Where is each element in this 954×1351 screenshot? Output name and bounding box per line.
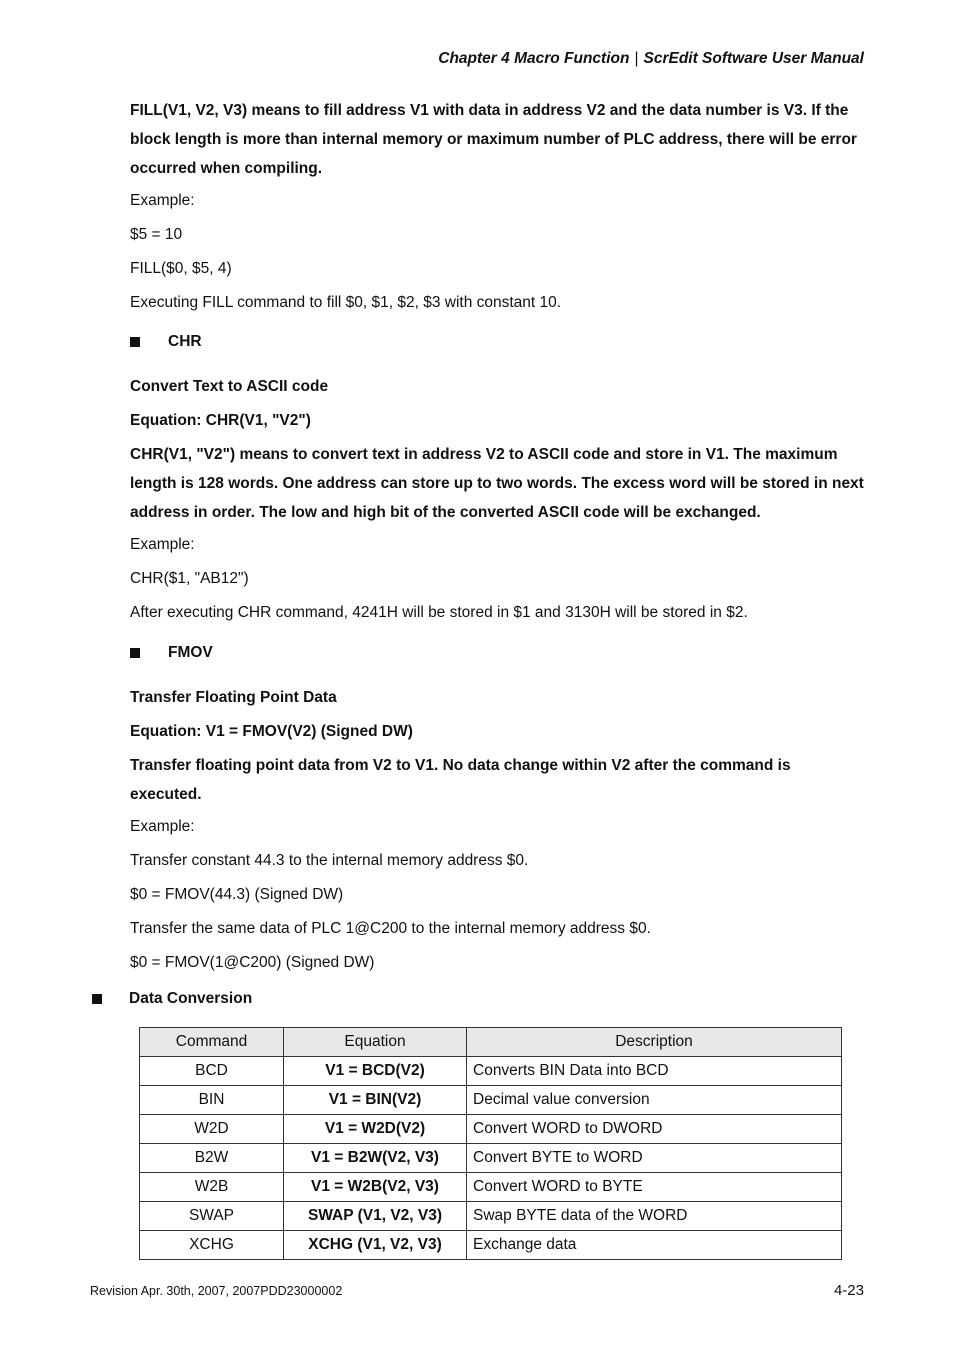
command-cell: XCHG — [140, 1231, 284, 1260]
command-cell: BCD — [140, 1057, 284, 1086]
description-cell: Exchange data — [467, 1231, 842, 1260]
chr-description: CHR(V1, "V2") means to convert text in address V2 to ASCII code and store in V1. The maximum length is 128 words. One address can store up to two words. The excess word will be stored in next address in order. The low and high bit of the converted ASCII code will be exchanged. — [130, 446, 864, 521]
chapter-title: Chapter 4 Macro Function — [438, 50, 630, 67]
fmov-equation: Equation: V1 = FMOV(V2) (Signed DW) — [130, 723, 413, 740]
fill-line: Executing FILL command to fill $0, $1, $2, $3 with constant 10. — [130, 294, 562, 311]
table-row — [140, 1144, 842, 1173]
fmov-line: $0 = FMOV(1@C200) (Signed DW) — [130, 954, 375, 971]
description-cell: Swap BYTE data of the WORD — [467, 1202, 842, 1231]
description-cell: Convert WORD to BYTE — [467, 1173, 842, 1202]
table-row — [140, 1202, 842, 1231]
fmov-description: Transfer floating point data from V2 to V1. No data change within V2 after the command is executed. — [130, 757, 791, 803]
chr-heading — [130, 332, 865, 352]
equation-cell: V1 = B2W(V2, V3) — [284, 1144, 467, 1173]
equation-cell: V1 = W2D(V2) — [284, 1115, 467, 1144]
chr-example-label: Example: — [130, 536, 195, 553]
chr-heading-label: CHR — [168, 333, 202, 350]
manual-title: ScrEdit Software User Manual — [643, 50, 864, 67]
fmov-line: $0 = FMOV(44.3) (Signed DW) — [130, 886, 344, 903]
table-row — [140, 1173, 842, 1202]
square-bullet-icon — [92, 994, 102, 1004]
fmov-line: Transfer the same data of PLC 1@C200 to the internal memory address $0. — [130, 920, 651, 937]
column-header-command: Command — [140, 1028, 284, 1057]
column-header-equation: Equation — [284, 1028, 467, 1057]
page-header — [438, 50, 864, 68]
chr-line: CHR($1, "AB12") — [130, 570, 249, 587]
header-separator: | — [634, 50, 639, 67]
fmov-subtitle: Transfer Floating Point Data — [130, 689, 337, 706]
data-conversion-table — [139, 1027, 842, 1260]
fill-line: $5 = 10 — [130, 226, 183, 243]
description-cell: Converts BIN Data into BCD — [467, 1057, 842, 1086]
fmov-line: Transfer constant 44.3 to the internal memory address $0. — [130, 852, 529, 869]
chr-equation: Equation: CHR(V1, "V2") — [130, 412, 311, 429]
equation-cell: V1 = W2B(V2, V3) — [284, 1173, 467, 1202]
column-header-description: Description — [467, 1028, 842, 1057]
table-row — [140, 1086, 842, 1115]
data-conversion-heading-label: Data Conversion — [129, 990, 253, 1007]
chr-subtitle: Convert Text to ASCII code — [130, 378, 329, 395]
footer-revision: Revision Apr. 30th, 2007, 2007PDD23000002 — [90, 1284, 343, 1298]
command-cell: W2D — [140, 1115, 284, 1144]
command-cell: B2W — [140, 1144, 284, 1173]
equation-cell: V1 = BCD(V2) — [284, 1057, 467, 1086]
description-cell: Convert WORD to DWORD — [467, 1115, 842, 1144]
fill-line: FILL($0, $5, 4) — [130, 260, 232, 277]
square-bullet-icon — [130, 648, 140, 658]
table-row — [140, 1231, 842, 1260]
fmov-example-label: Example: — [130, 818, 195, 835]
description-cell: Convert BYTE to WORD — [467, 1144, 842, 1173]
fmov-heading-label: FMOV — [168, 644, 213, 661]
data-conversion-heading — [92, 990, 252, 1008]
square-bullet-icon — [130, 337, 140, 347]
fill-description: FILL(V1, V2, V3) means to fill address V1 with data in address V2 and the data number is V3. If the block length is more than internal memory or maximum number of PLC address, there will be error occurred when compiling. — [130, 102, 857, 177]
page-number: 4-23 — [833, 1282, 864, 1299]
command-cell: BIN — [140, 1086, 284, 1115]
page-content — [130, 96, 865, 973]
equation-cell: SWAP (V1, V2, V3) — [284, 1202, 467, 1231]
table-row — [140, 1115, 842, 1144]
equation-cell: XCHG (V1, V2, V3) — [284, 1231, 467, 1260]
table-header-row — [140, 1028, 842, 1057]
fmov-heading — [130, 643, 865, 663]
equation-cell: V1 = BIN(V2) — [284, 1086, 467, 1115]
table-row — [140, 1057, 842, 1086]
command-cell: W2B — [140, 1173, 284, 1202]
command-cell: SWAP — [140, 1202, 284, 1231]
fill-example-label: Example: — [130, 192, 195, 209]
chr-line: After executing CHR command, 4241H will be stored in $1 and 3130H will be stored in $2. — [130, 604, 748, 621]
description-cell: Decimal value conversion — [467, 1086, 842, 1115]
